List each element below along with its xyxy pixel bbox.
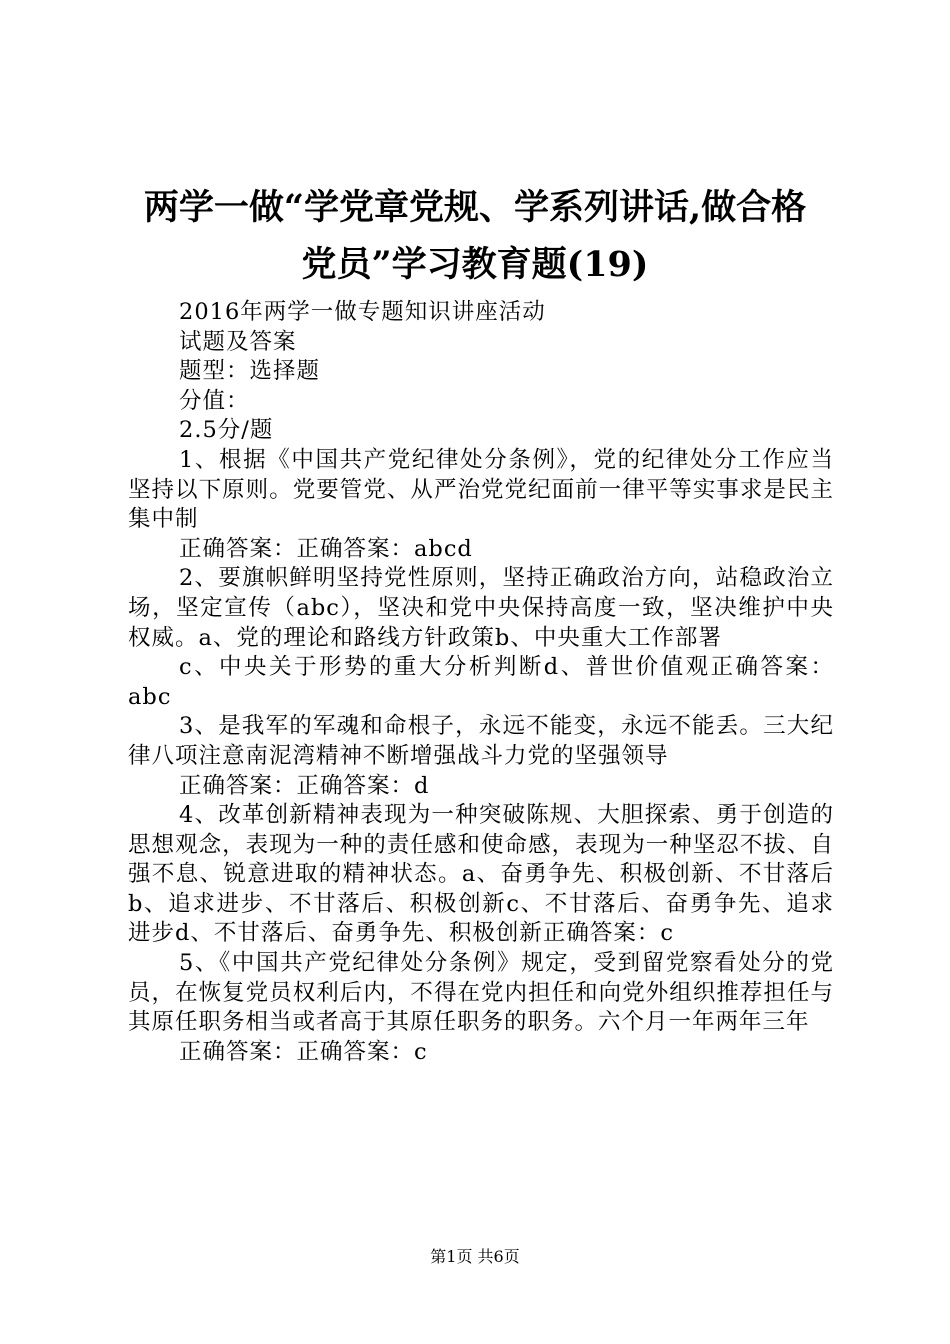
document-body (128, 298, 834, 1067)
paragraph: 2016年两学一做专题知识讲座活动 (179, 299, 546, 325)
answer-paragraph: 正确答案：正确答案：abcd (179, 535, 473, 562)
question-paragraph: 4、改革创新精神表现为一种突破陈规、大胆探索、勇于创造的思想观念，表现为一种的责任感和使命感，表现为一种坚忍不拔、自强不息、锐意进取的精神状态。a、奋勇争先、积极创新、不甘落后b、追求进步、不甘落后、积极创新c、不甘落后、奋勇争先、追求进步d、不甘落后、奋勇争先、积极创新正确答案：c (128, 802, 834, 947)
paragraph: 试题及答案 (179, 328, 297, 355)
document-title-line-1: 两学一做“学党章党规、学系列讲话,做合格 (143, 187, 807, 228)
paragraph: 2.5分/题 (179, 417, 274, 444)
paragraph: 题型：选择题 (179, 358, 321, 385)
answer-paragraph: 正确答案：正确答案：d (179, 772, 430, 799)
page-footer: 第1页 共6页 (430, 1247, 520, 1266)
question-paragraph: 1、根据《中国共产党纪律处分条例》，党的纪律处分工作应当坚持以下原则。党要管党、从严治党党纪面前一律平等实事求是民主集中制 (128, 446, 834, 533)
question-paragraph: 5、《中国共产党纪律处分条例》规定，受到留党察看处分的党员，在恢复党员权利后内，不得在党内担任和向党外组织推荐担任与其原任职务相当或者高于其原任职务的职务。六个月一年两年三年 (128, 950, 834, 1036)
paragraph: 分值： (179, 387, 250, 414)
question-paragraph: 3、是我军的军魂和命根子，永远不能变，永远不能丢。三大纪律八项注意南泥湾精神不断增强战斗力党的坚强领导 (128, 713, 834, 769)
answer-paragraph: 正确答案：正确答案：c (179, 1038, 428, 1065)
document-title-line-2: 党员”学习教育题(19) (301, 244, 649, 285)
question-paragraph: 2、要旗帜鲜明坚持党性原则，坚持正确政治方向，站稳政治立场，坚定宣传（abc），坚决和党中央保持高度一致，坚决维护中央权威。a、党的理论和路线方针政策b、中央重大工作部署 (128, 565, 834, 651)
question-paragraph: c、中央关于形势的重大分析判断d、普世价值观正确答案：abc (128, 654, 834, 710)
